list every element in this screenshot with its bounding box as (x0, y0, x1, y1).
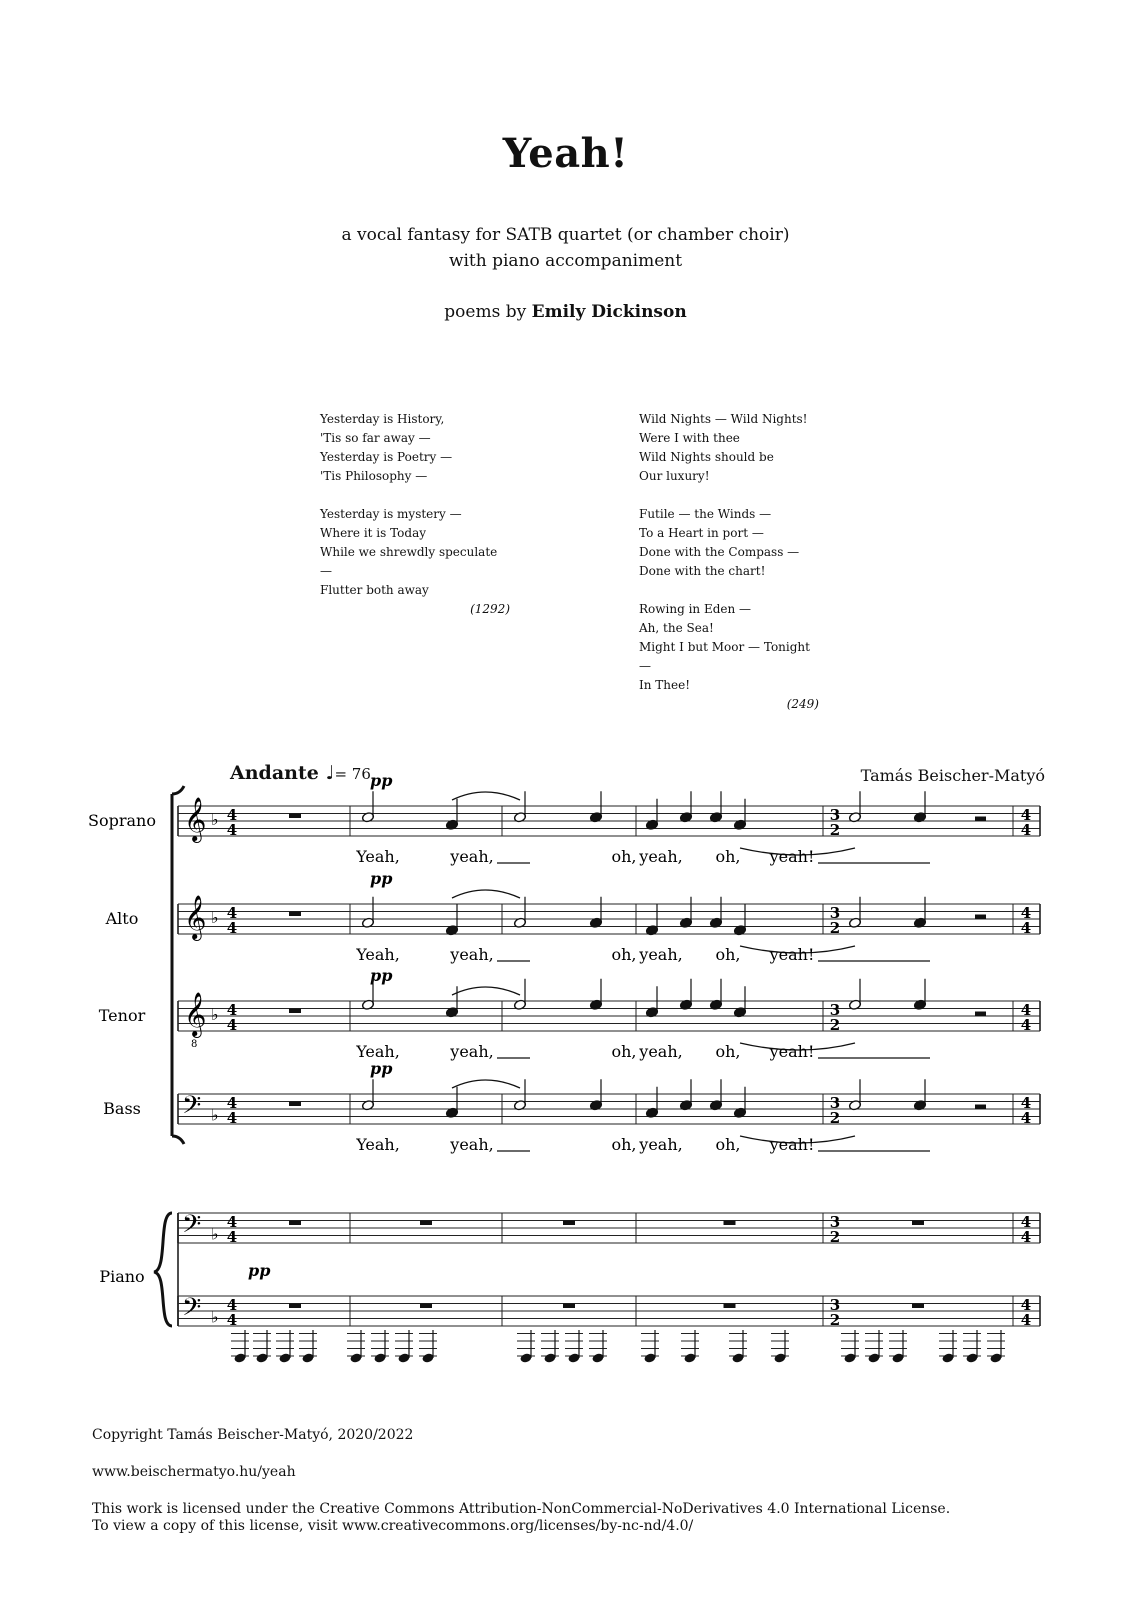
time-signature-numerator: 3 (829, 1213, 841, 1231)
whole-rest-icon (289, 912, 301, 917)
time-signature-denominator: 4 (1020, 1228, 1032, 1246)
lyric-syllable: yeah, (450, 1135, 494, 1154)
instrument-label: Soprano (88, 811, 156, 830)
treble-clef-icon: 𝄞 (184, 797, 207, 841)
time-signature-denominator: 4 (1020, 821, 1032, 839)
time-signature-numerator: 4 (1020, 1296, 1032, 1314)
time-signature-denominator: 4 (226, 1228, 238, 1246)
dynamic-marking: pp (370, 771, 393, 790)
whole-rest-icon (563, 1304, 575, 1309)
lyric-syllable: oh, (611, 1135, 637, 1154)
poem-1-number: (1292) (470, 602, 510, 616)
whole-rest-icon (289, 1304, 301, 1309)
subtitle-line-2: with piano accompaniment (448, 251, 683, 271)
poem-2-number: (249) (786, 697, 819, 711)
poem-line: While we shrewdly speculate — (320, 545, 498, 578)
time-signature-denominator: 2 (829, 1311, 841, 1329)
whole-rest-icon (289, 814, 301, 819)
license-line-2: To view a copy of this license, visit www.creativecommons.org/licenses/by-nc-nd/4.0/ (92, 1518, 694, 1534)
whole-rest-icon (289, 1221, 301, 1226)
lyric-syllable: yeah, (639, 1135, 683, 1154)
time-signature-numerator: 3 (829, 904, 841, 922)
lyric-syllable: yeah! (769, 1135, 815, 1154)
flat-icon: ♭ (211, 1307, 219, 1327)
treble-clef-icon: 𝄞 (184, 895, 207, 939)
poem-line: Rowing in Eden — (639, 602, 752, 616)
lyric-syllable: yeah, (639, 847, 683, 866)
poet-name: Emily Dickinson (531, 302, 687, 322)
time-signature-numerator: 3 (829, 806, 841, 824)
time-signature-numerator: 4 (226, 1094, 238, 1112)
subtitle-line-1: a vocal fantasy for SATB quartet (or chamber choir) (341, 225, 790, 245)
dynamic-marking: pp (248, 1261, 271, 1280)
time-signature-denominator: 2 (829, 821, 841, 839)
lyric-syllable: Yeah, (356, 1042, 400, 1061)
time-signature-numerator: 3 (829, 1001, 841, 1019)
poem-line: Wild Nights should be (639, 450, 774, 464)
poem-line: Where it is Today (320, 526, 427, 540)
time-signature-denominator: 2 (829, 1109, 841, 1127)
flat-icon: ♭ (211, 810, 219, 829)
tie (452, 890, 520, 898)
license-line-1: This work is licensed under the Creative Commons Attribution-NonCommercial-NoDerivatives 4.0 International License. (92, 1501, 951, 1517)
half-rest-icon (975, 817, 986, 822)
time-signature-numerator: 4 (1020, 1094, 1032, 1112)
time-signature-numerator: 4 (1020, 904, 1032, 922)
time-signature-denominator: 4 (1020, 1016, 1032, 1034)
copyright-notice: Copyright Tamás Beischer-Matyó, 2020/2022 (92, 1427, 414, 1443)
dynamic-marking: pp (370, 869, 393, 888)
tie (452, 792, 520, 800)
time-signature-numerator: 4 (226, 904, 238, 922)
tie (452, 1080, 520, 1088)
bass-clef-icon: 𝄢 (182, 1210, 202, 1245)
poem-line: Yesterday is History, (320, 412, 445, 426)
whole-rest-icon (420, 1221, 432, 1226)
half-rest-icon (975, 1105, 986, 1110)
poem-line: Futile — the Winds — (639, 507, 772, 521)
lyric-syllable: yeah! (769, 1042, 815, 1061)
time-signature-numerator: 4 (226, 806, 238, 824)
time-signature-numerator: 3 (829, 1296, 841, 1314)
whole-rest-icon (912, 1221, 924, 1226)
time-signature-numerator: 4 (1020, 1001, 1032, 1019)
poem-line: Our luxury! (639, 469, 710, 483)
bass-clef-icon: 𝄢 (182, 1293, 202, 1328)
flat-icon: ♭ (211, 908, 219, 927)
half-rest-icon (975, 1012, 986, 1017)
lyric-syllable: oh, (715, 1135, 741, 1154)
time-signature-denominator: 4 (1020, 1311, 1032, 1329)
dynamic-marking: pp (370, 1059, 393, 1078)
lyric-syllable: oh, (715, 847, 741, 866)
poem-line: Might I but Moor — Tonight — (639, 640, 810, 673)
poem-line: 'Tis so far away — (320, 431, 431, 445)
poem-line: Flutter both away (320, 583, 429, 597)
license-notice (92, 1501, 950, 1535)
poem-line: Yesterday is mystery — (320, 507, 462, 521)
octave-marker: 8 (191, 1039, 198, 1050)
whole-rest-icon (912, 1304, 924, 1309)
treble-clef-icon: 𝄞 (184, 992, 207, 1036)
lyric-syllable: oh, (611, 847, 637, 866)
time-signature-denominator: 4 (226, 1311, 238, 1329)
instrument-label: Tenor (98, 1006, 146, 1025)
poem-line: Wild Nights — Wild Nights! (639, 412, 808, 426)
time-signature-denominator: 4 (1020, 919, 1032, 937)
poem-line: 'Tis Philosophy — (320, 469, 428, 483)
instrument-label: Piano (99, 1267, 145, 1286)
time-signature-numerator: 4 (226, 1296, 238, 1314)
lyric-syllable: oh, (715, 945, 741, 964)
metronome-mark: = 76 (334, 765, 371, 783)
poem-line: To a Heart in port — (639, 526, 764, 540)
flat-icon: ♭ (211, 1224, 219, 1244)
time-signature-denominator: 4 (1020, 1109, 1032, 1127)
whole-rest-icon (289, 1102, 301, 1107)
instrument-label: Alto (105, 909, 139, 928)
time-signature-denominator: 4 (226, 1109, 238, 1127)
flat-icon: ♭ (211, 1005, 219, 1024)
time-signature-denominator: 4 (226, 821, 238, 839)
time-signature-numerator: 4 (226, 1001, 238, 1019)
lyric-syllable: yeah, (450, 945, 494, 964)
bass-clef-icon: 𝄢 (182, 1091, 202, 1126)
flat-icon: ♭ (211, 1105, 219, 1125)
lyric-syllable: Yeah, (356, 847, 400, 866)
poem-line: In Thee! (639, 678, 691, 692)
lyric-syllable: Yeah, (356, 1135, 400, 1154)
dynamic-marking: pp (370, 966, 393, 985)
whole-rest-icon (420, 1304, 432, 1309)
lyric-syllable: yeah! (769, 945, 815, 964)
poem-line: Yesterday is Poetry — (320, 450, 453, 464)
lyric-syllable: yeah! (769, 847, 815, 866)
poem-line: Done with the Compass — (639, 545, 800, 559)
lyric-syllable: oh, (715, 1042, 741, 1061)
time-signature-denominator: 2 (829, 1228, 841, 1246)
time-signature-denominator: 4 (226, 919, 238, 937)
poem-line: Ah, the Sea! (639, 621, 714, 635)
quarter-note-icon: ♩ (325, 762, 335, 784)
half-rest-icon (975, 915, 986, 920)
piano-brace (154, 1213, 172, 1326)
lyric-syllable: oh, (611, 945, 637, 964)
time-signature-numerator: 4 (1020, 806, 1032, 824)
lyric-syllable: yeah, (450, 847, 494, 866)
website-link[interactable]: www.beischermatyo.hu/yeah (92, 1464, 296, 1480)
instrument-label: Bass (103, 1099, 141, 1118)
lyric-syllable: yeah, (450, 1042, 494, 1061)
time-signature-numerator: 4 (226, 1213, 238, 1231)
lyric-syllable: Yeah, (356, 945, 400, 964)
time-signature-denominator: 2 (829, 1016, 841, 1034)
lyric-syllable: yeah, (639, 1042, 683, 1061)
lyric-syllable: yeah, (639, 945, 683, 964)
time-signature-denominator: 2 (829, 919, 841, 937)
lyric-syllable: oh, (611, 1042, 637, 1061)
whole-rest-icon (724, 1221, 736, 1226)
page-title: Yeah! (502, 130, 629, 177)
poems-by-prefix: poems by (444, 302, 527, 322)
whole-rest-icon (289, 1009, 301, 1014)
composer-name: Tamás Beischer-Matyó (860, 766, 1045, 785)
time-signature-numerator: 3 (829, 1094, 841, 1112)
time-signature-denominator: 4 (226, 1016, 238, 1034)
poem-line: Were I with thee (639, 431, 740, 445)
poem-line: Done with the chart! (639, 564, 766, 578)
whole-rest-icon (724, 1304, 736, 1309)
time-signature-numerator: 4 (1020, 1213, 1032, 1231)
tie (452, 987, 520, 995)
whole-rest-icon (563, 1221, 575, 1226)
tempo-text: Andante (230, 762, 319, 784)
